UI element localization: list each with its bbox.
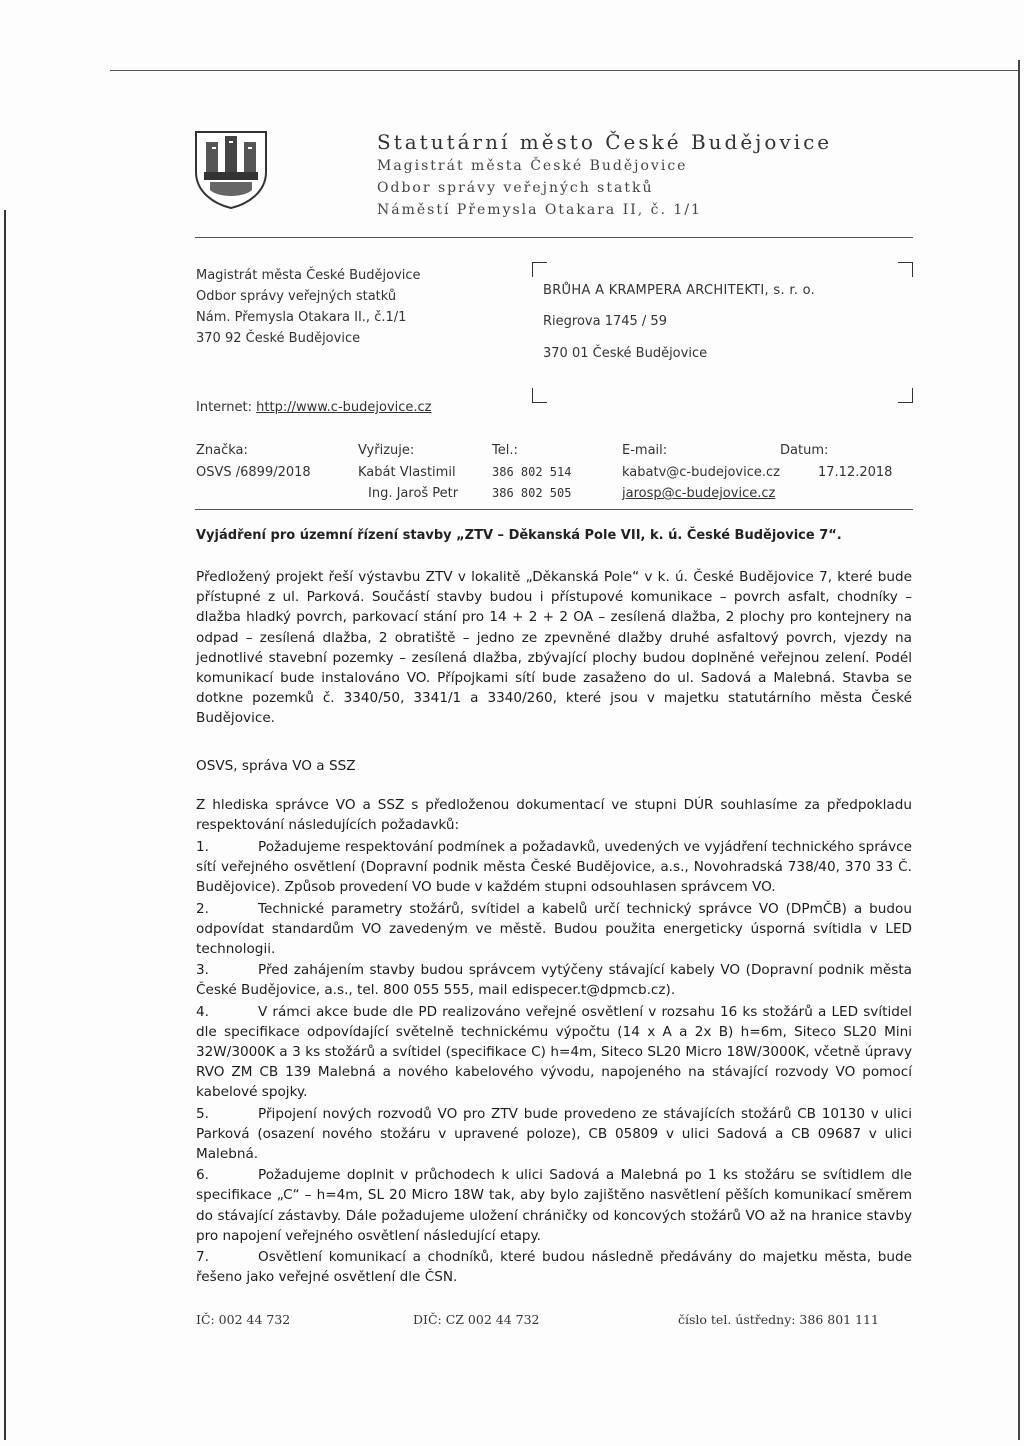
section-heading: OSVS, správa VO a SSZ [196,758,356,774]
intro-paragraph: Předložený projekt řeší výstavbu ZTV v lokalitě „Děkanská Pole“ v k. ú. České Budějovice 7, které bude přístupné z ul. Parková. Součástí stavby budou i přístupové komunikace – povrch asfalt, chodníky – dlažba hladký povrch, parkovací stání pro 14 + 2 + 2 OA – zesílená dlažba, 2 plochy pro kontejnery na odpad – zesílená dlažba, 2 obratiště – jedno ze zpevněné dlažby druhé asfaltový povrch, vjezdy na jednotlivé stavební pozemky – zesílená dlažba, zbývající plochy budou doplněné veřejnou zelení. Podél komunikací bude instalováno VO. Přípojkami sítí bude zasaženo do ul. Sadová a Malebná. Stavba se dotkne pozemků č. 3340/50, 3341/1 a 3340/260, které jsou v majetku statutárního města České Budějovice. [196,569,912,727]
meta-divider [195,509,913,510]
internet-link[interactable]: http://www.c-budejovice.cz [256,400,432,415]
city-coat-of-arms-emblem [192,128,270,210]
letter-subject: Vyjádření pro územní řízení stavby „ZTV – Děkanská Pole VII, k. ú. České Budějovice 7“. [196,528,842,543]
header-line-magistrat: Magistrát města České Budějovice [377,158,688,174]
window-corner-tr [898,262,913,277]
section-intro: Z hlediska správce VO a SSZ s předloženou dokumentací ve stupni DÚR souhlasíme za předpokladu respektování následujících požadavků: [196,797,912,834]
requirement-item-6 [196,1165,912,1246]
window-corner-tl [532,262,547,277]
requirement-text: Připojení nových rozvodů VO pro ZTV bude provedeno ze stávajících stožárů CB 10130 v ulici Parková (osazení nového stožáru v upravené poloze), CB 05809 v ulici Sadová a CB 09687 v ulici Malebná. [196,1105,912,1163]
sender-line-magistrat: Magistrát města České Budějovice [196,268,421,283]
window-corner-bl [532,388,547,403]
requirement-item-7 [196,1247,912,1287]
scan-top-line [110,70,1020,71]
recipient-city: 370 01 České Budějovice [543,346,708,361]
requirement-text: Požadujeme doplnit v průchodech k ulici Sadová a Malebná po 1 ks stožáru se svítidlem dle specifikace „C“ – h=4m, SL 20 Micro 18W tak, aby bylo zajištěno nasvětlení pěších komunikací směrem do stávající zástavby. Dále požadujeme uložení chráničky od koncových stožárů VO až na hranice stavby pro napojení veřejného osvětlení následující etapy. [196,1167,912,1244]
requirement-text: Před zahájením stavby budou správcem vytýčeny stávající kabely VO (Dopravní podnik města České Budějovice, a.s., tel. 800 055 555, mail edispecer.t@dpmcb.cz). [196,962,912,999]
sender-line-street: Nám. Přemysla Otakara II., č.1/1 [196,310,407,325]
requirement-item-4 [196,1002,912,1103]
header-line-odbor: Odbor správy veřejných statků [377,180,654,196]
sender-line-city: 370 92 České Budějovice [196,331,361,346]
header-line-address: Náměstí Přemysla Otakara II, č. 1/1 [377,202,702,218]
header-title: Statutární město České Budějovice [377,130,833,154]
meta-header-tel: Tel.: [492,443,518,458]
meta-header-datum: Datum: [780,443,829,458]
requirement-item-1 [196,837,912,898]
requirement-number: 4. [196,1003,209,1020]
meta-person-1-tel: 386 802 514 [492,465,572,479]
requirement-number: 6. [196,1167,209,1184]
meta-datum-value: 17.12.2018 [818,465,893,480]
sender-address [196,265,421,349]
requirement-item-3 [196,960,912,1000]
requirement-item-5 [196,1104,912,1165]
meta-znacka-value: OSVS /6899/2018 [196,465,311,480]
meta-person-2-name: Ing. Jaroš Petr [368,486,459,501]
requirement-text: V rámci akce bude dle PD realizováno veřejné osvětlení v rozsahu 16 ks stožárů a LED svítidel dle specifikace odpovídající světelně technickému výpočtu (14 x A a 2x B) h=6m, Siteco SL20 Mini 32W/3000K a 3 ks stožárů a svítidel (specifikace C) h=4m, Siteco SL20 Micro 18W/3000K, včetně úpravy RVO ZM CB 139 Malebná a nového kabelového vývodu, napojeného na stávající rozvody VO pomocí kabelové spojky. [196,1003,912,1101]
scan-left-edge [4,210,6,1440]
sender-line-odbor: Odbor správy veřejných statků [196,289,397,304]
requirement-number: 5. [196,1105,209,1122]
window-corner-br [898,388,913,403]
footer-phone: číslo tel. ústředny: 386 801 111 [678,1312,879,1327]
meta-header-email: E-mail: [622,443,668,458]
requirement-item-2 [196,899,912,960]
meta-person-1-email: kabatv@c-budejovice.cz [622,465,780,480]
meta-header-vyrizuje: Vyřizuje: [358,443,415,458]
requirement-number: 2. [196,900,209,917]
meta-person-2-email[interactable]: jarosp@c-budejovice.cz [622,486,776,501]
requirement-number: 7. [196,1249,209,1266]
requirement-number: 1. [196,839,209,855]
requirement-text: Požadujeme respektování podmínek a požadavků, uvedených ve vyjádření technického správce sítí veřejného osvětlení (Dopravní podnik města České Budějovice, a.s., Novohradská 738/40, 370 33 Č. Budějovice). Způsob provedení VO bude v každém stupni odsouhlasen správcem VO. [196,839,912,896]
requirements-list [196,837,912,1287]
scan-right-edge [1018,60,1020,1440]
footer-dic: DIČ: CZ 002 44 732 [413,1312,540,1327]
meta-person-2-tel: 386 802 505 [492,486,572,500]
internet-label: Internet: [196,400,257,415]
header-divider [195,237,913,238]
recipient-name: BRŮHA A KRAMPERA ARCHITEKTI, s. r. o. [543,283,816,298]
requirement-text: Technické parametry stožárů, svítidel a kabelů určí technický správce VO (DPmČB) a budou odpovídat standardům VO zavedeným ve městě. Budou použita energeticky úsporná svítidla v LED technologii. [196,900,912,958]
recipient-street: Riegrova 1745 / 59 [543,314,667,329]
footer-ic: IČ: 002 44 732 [196,1312,291,1327]
internet-line [196,400,432,415]
requirement-number: 3. [196,962,209,979]
meta-header-znacka: Značka: [196,443,248,458]
requirement-text: Osvětlení komunikací a chodníků, které budou následně předávány do majetku města, bude řešeno jako veřejné osvětlení dle ČSN. [196,1249,912,1286]
meta-person-1-name: Kabát Vlastimil [358,465,456,480]
